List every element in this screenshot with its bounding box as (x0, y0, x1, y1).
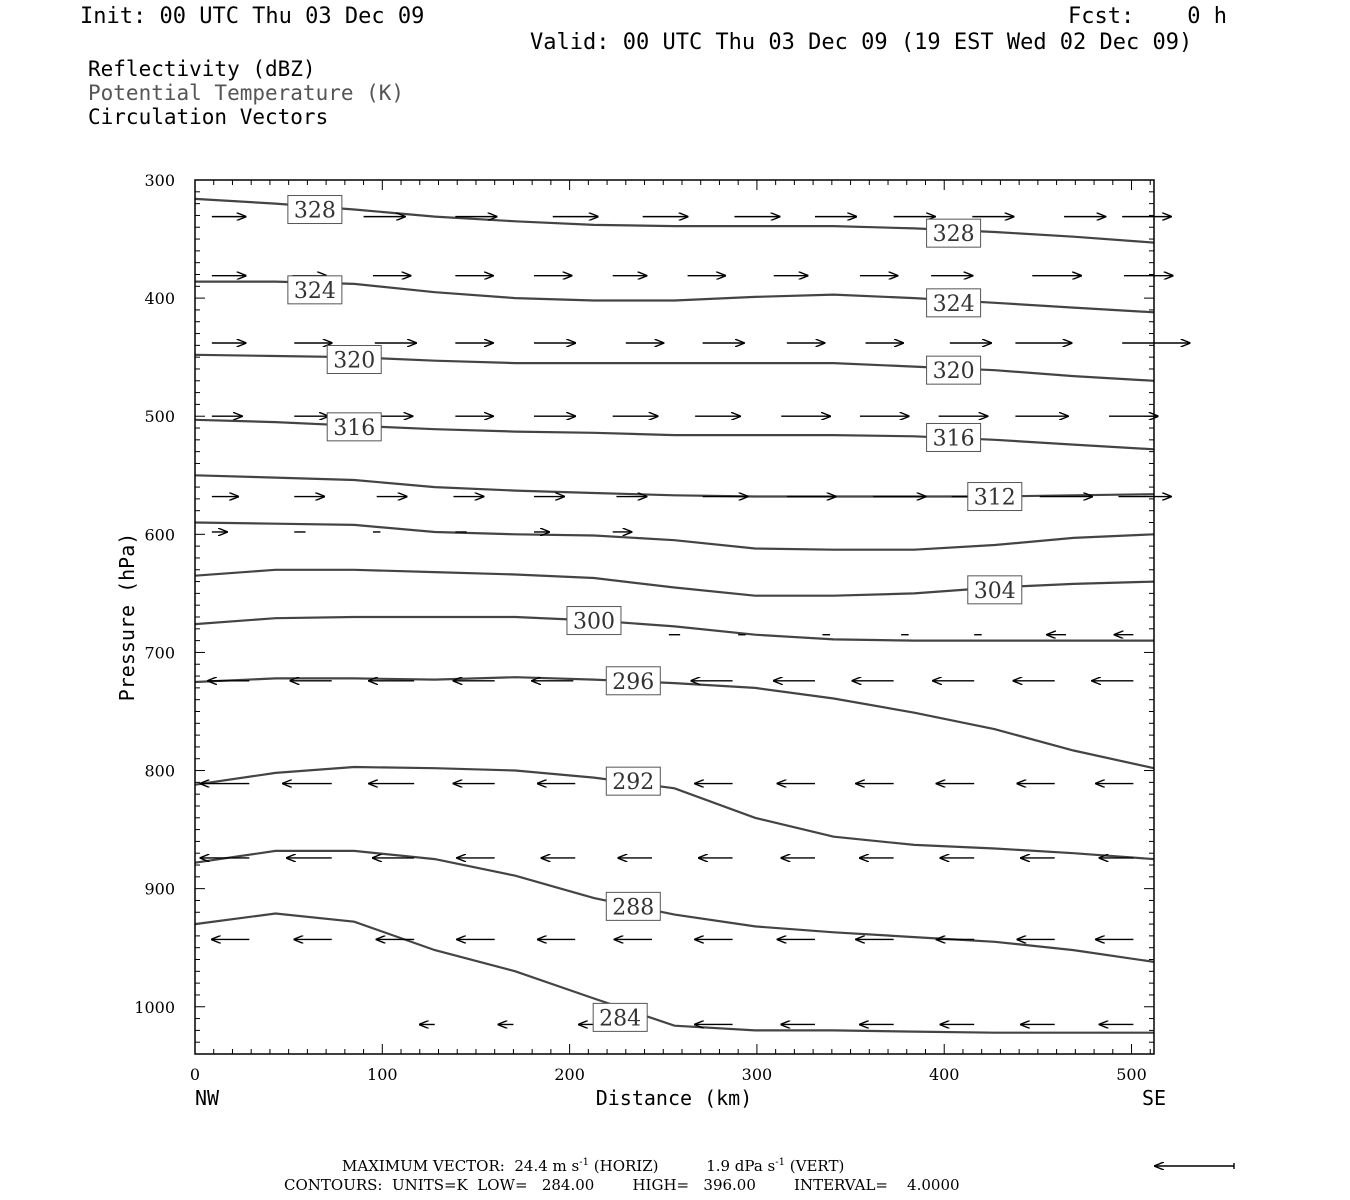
contour-label: 328 (293, 198, 336, 224)
y-tick-label: 800 (144, 761, 175, 781)
contour-label: 328 (932, 222, 975, 248)
theta-contour-284 (195, 914, 1154, 1033)
legend-potential-temperature: Potential Temperature (K) (88, 81, 405, 105)
contour-label: 304 (973, 578, 1016, 604)
y-tick-label: 600 (144, 525, 175, 545)
theta-contour-292 (195, 767, 1154, 859)
forecast-hour: Fcst: 0 h (1068, 4, 1227, 29)
footer-max-vector: MAXIMUM VECTOR: 24.4 m $s^{-1}$ (HORIZ) 1.9 dPa $s^{-1}$ (VERT) (342, 1157, 845, 1175)
theta-contour-288 (195, 851, 1154, 962)
theta-contour-308 (195, 523, 1154, 550)
y-tick-label: 1000 (134, 997, 175, 1017)
contour-label: 312 (973, 485, 1016, 511)
theta-contour-296 (195, 677, 1154, 768)
x-axis-label: Distance (km) (595, 1086, 753, 1110)
x-tick-label: 200 (554, 1065, 585, 1084)
x-tick-label: 100 (367, 1065, 398, 1084)
y-tick-label: 300 (144, 171, 175, 190)
contour-label: 316 (932, 426, 975, 452)
theta-contour-300 (195, 617, 1154, 641)
footer-contour-info: CONTOURS: UNITS=K LOW= 284.00 HIGH= 396.00 INTERVAL= 4.0000 (284, 1176, 960, 1194)
contour-label: 320 (932, 359, 975, 385)
contour-label: 324 (293, 278, 336, 304)
contour-label: 324 (932, 291, 975, 317)
valid-time: Valid: 00 UTC Thu 03 Dec 09 (19 EST Wed 02 Dec 09) (530, 30, 1193, 55)
y-tick-label: 400 (144, 289, 175, 309)
legend-reflectivity: Reflectivity (dBZ) (88, 57, 316, 81)
y-axis-label: Pressure (hPa) (115, 532, 139, 702)
se-label: SE (1141, 1086, 1167, 1110)
contour-label: 300 (572, 609, 615, 635)
x-tick-label: 0 (189, 1065, 201, 1084)
reference-vector-arrow (1155, 1163, 1234, 1169)
x-tick-label: 500 (1116, 1065, 1147, 1084)
x-tick-label: 400 (928, 1065, 960, 1084)
y-tick-label: 500 (144, 407, 175, 427)
contour-label: 296 (612, 669, 655, 695)
contour-label: 284 (599, 1006, 642, 1032)
legend-circulation-vectors: Circulation Vectors (88, 105, 329, 129)
contour-label: 288 (612, 895, 655, 921)
y-tick-label: 900 (144, 879, 175, 899)
init-time: Init: 00 UTC Thu 03 Dec 09 (80, 4, 425, 29)
contour-label: 320 (333, 348, 376, 374)
nw-label: NW (195, 1086, 220, 1110)
contour-label: 316 (333, 415, 376, 441)
x-tick-label: 300 (741, 1065, 773, 1084)
y-tick-label: 700 (144, 643, 175, 663)
contour-label: 292 (612, 770, 655, 796)
